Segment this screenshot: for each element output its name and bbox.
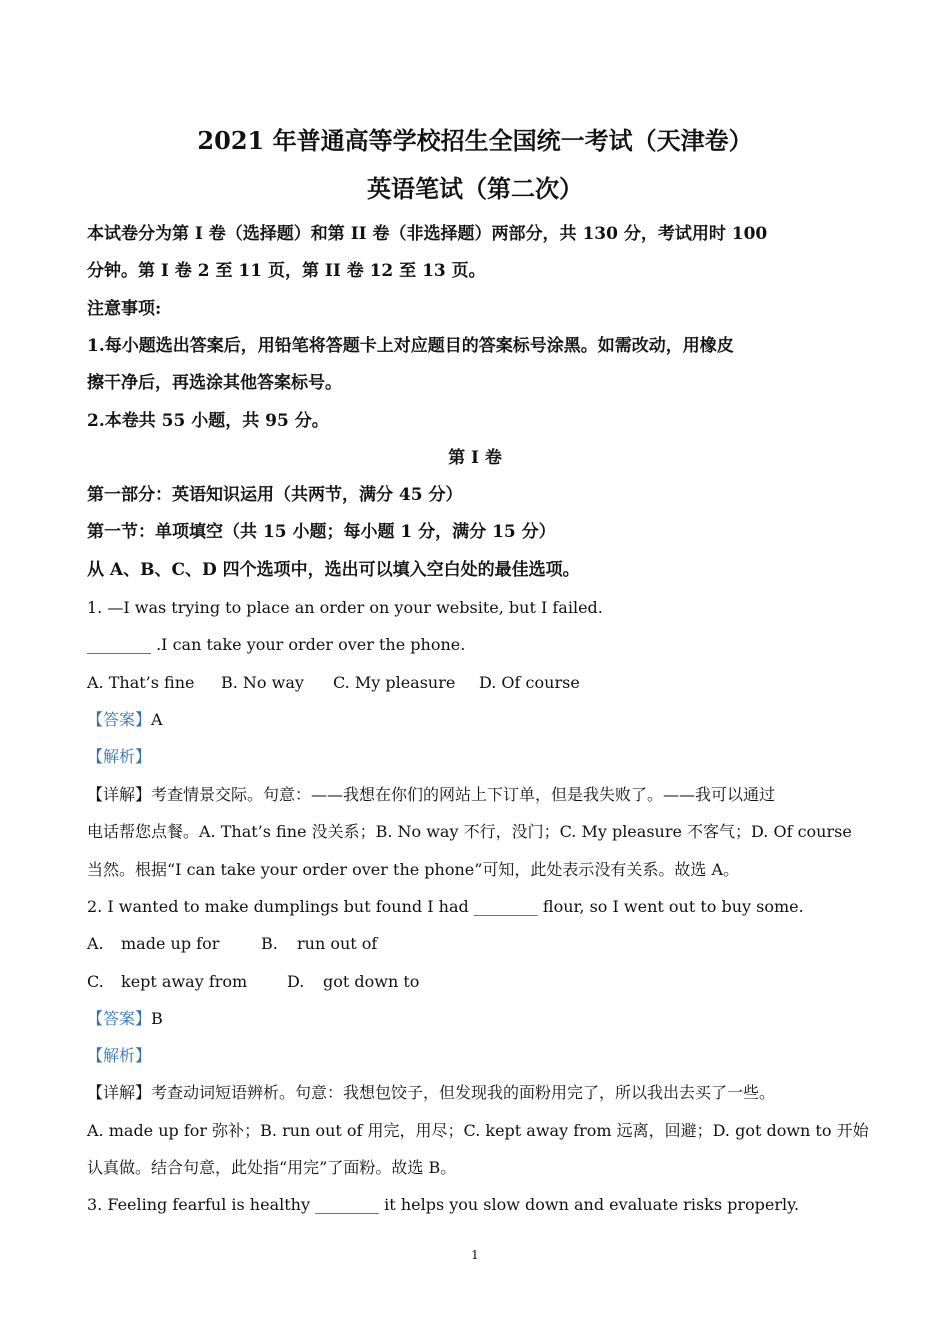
notes-title: 注意事项: (87, 299, 162, 319)
q2-option-c: kept away from (121, 972, 248, 991)
q2-answer (87, 1008, 877, 1030)
intro-line-1: 本试卷分为第 I 卷（选择题）和第 II 卷（非选择题）两部分，共 130 分，考试用时 100 (87, 224, 768, 244)
page-subtitle: 英语笔试（第二次） (367, 174, 583, 203)
q2-detail-label: 【详解】 (87, 1083, 152, 1102)
note-1-line-1: 1.每小题选出答案后，用铅笔将答题卡上对应题目的答案标号涂黑。如需改动，用橡皮 (87, 336, 734, 356)
q1-detail-label: 【详解】 (87, 785, 152, 804)
q1-detail-text-1: 考查情景交际。句意：——我想在你们的网站上下订单，但是我失败了。——我可以通过 (151, 785, 776, 804)
q1-detail-line-2: 电话帮您点餐。A. That’s fine 没关系；B. No way 不行，没门；C. My pleasure 不客气；D. Of course (87, 822, 852, 841)
q1-option-b: B. No way (221, 673, 304, 692)
q1-options (87, 672, 877, 694)
volume-heading: 第 I 卷 (448, 448, 502, 468)
q2-option-b: run out of (297, 934, 378, 953)
q2-options-row-2 (87, 971, 877, 993)
q2-detail-text-1: 考查动词短语辨析。句意：我想包饺子，但发现我的面粉用完了，所以我出去买了一些。 (151, 1083, 776, 1102)
q2-analysis-label: 【解析】 (87, 1046, 152, 1065)
section-1-heading: 第一节：单项填空（共 15 小题；每小题 1 分，满分 15 分） (87, 522, 556, 542)
q1-option-d: D. Of course (479, 673, 580, 692)
note-2: 2.本卷共 55 小题，共 95 分。 (87, 411, 329, 431)
q2-option-b-letter: B. (261, 934, 278, 953)
q1-detail-line-1 (87, 784, 877, 806)
q2-option-d: got down to (323, 972, 420, 991)
q1-detail-line-3: 当然。根据“I can take your order over the phone”可知，此处表示没有关系。故选 A。 (87, 860, 740, 879)
page-title: 2021 年普通高等学校招生全国统一考试（天津卷） (197, 126, 753, 155)
q2-answer-label: 【答案】 (87, 1009, 152, 1028)
q2-option-a-letter: A. (87, 934, 104, 953)
instruction: 从 A、B、C、D 四个选项中，选出可以填入空白处的最佳选项。 (87, 560, 580, 580)
q2-option-a: made up for (121, 934, 220, 953)
q2-stem-line-1: 2. I wanted to make dumplings but found I had ________ flour, so I went out to buy some. (87, 897, 804, 916)
q1-stem-line-1: 1. —I was trying to place an order on your website, but I failed. (87, 598, 603, 617)
note-1-line-2: 擦干净后，再选涂其他答案标号。 (87, 373, 342, 393)
q2-options-row-1 (87, 933, 877, 955)
q1-stem-line-2: ________ .I can take your order over the phone. (87, 635, 466, 654)
q1-analysis-label: 【解析】 (87, 747, 152, 766)
q2-detail-line-2: A. made up for 弥补；B. run out of 用完，用尽；C. kept away from 远离，回避；D. got down to 开始 (87, 1121, 869, 1140)
q2-detail-line-3: 认真做。结合句意，此处指“用完”了面粉。故选 B。 (87, 1158, 457, 1177)
q1-answer-value: A (151, 710, 163, 729)
q2-answer-value: B (151, 1009, 163, 1028)
q2-detail-line-1 (87, 1082, 877, 1104)
q2-option-d-letter: D. (287, 972, 305, 991)
q1-option-a: A. That’s fine (87, 673, 195, 692)
q3-stem-line-1: 3. Feeling fearful is healthy ________ it helps you slow down and evaluate risks properly. (87, 1195, 800, 1214)
q1-answer-label: 【答案】 (87, 710, 152, 729)
intro-line-2: 分钟。第 I 卷 2 至 11 页，第 II 卷 12 至 13 页。 (87, 261, 486, 281)
part-1-heading: 第一部分：英语知识运用（共两节，满分 45 分） (87, 485, 463, 505)
q1-option-c: C. My pleasure (333, 673, 456, 692)
q1-answer (87, 709, 877, 731)
page-number: 1 (471, 1248, 479, 1262)
q2-option-c-letter: C. (87, 972, 104, 991)
